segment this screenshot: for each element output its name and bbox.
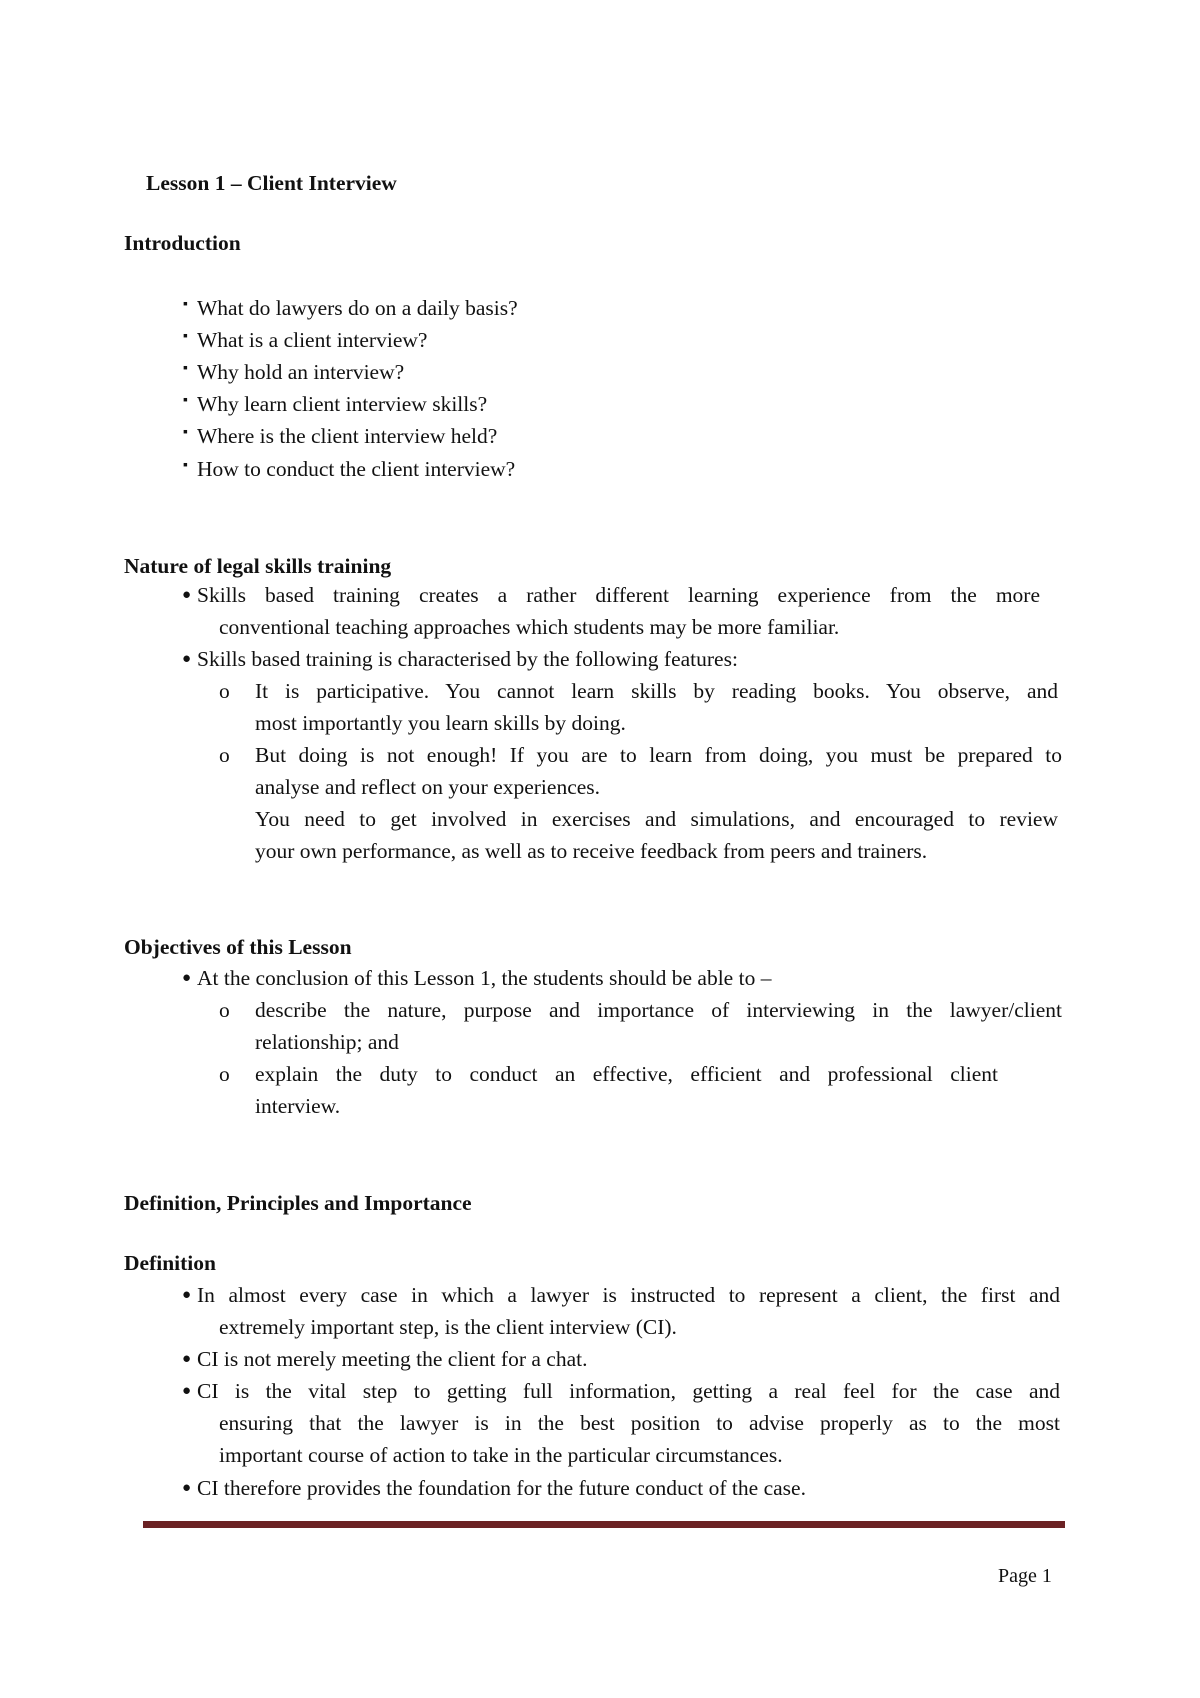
definition-bullet-2: CI is not merely meeting the client for a chat. — [197, 1347, 588, 1371]
sub-bullet-icon: o — [219, 743, 230, 767]
square-bullet-icon: ▪ — [183, 458, 188, 473]
objectives-sub-2-cont: interview. — [255, 1094, 341, 1118]
definition-bullet-3-cont: important course of action to take in the particular circumstances. — [219, 1443, 783, 1467]
definition-bullet-4: CI therefore provides the foundation for the future conduct of the case. — [197, 1476, 806, 1500]
square-bullet-icon: ▪ — [183, 361, 188, 376]
round-bullet-icon: ● — [182, 651, 192, 667]
lesson-title: Lesson 1 – Client Interview — [146, 171, 397, 195]
sub-bullet-icon: o — [219, 998, 230, 1022]
intro-item: What is a client interview? — [197, 328, 428, 352]
round-bullet-icon: ● — [182, 587, 192, 603]
objectives-heading: Objectives of this Lesson — [124, 935, 352, 959]
definition-heading: Definition — [124, 1251, 216, 1275]
square-bullet-icon: ▪ — [183, 297, 188, 312]
square-bullet-icon: ▪ — [183, 393, 188, 408]
intro-item: Where is the client interview held? — [197, 424, 498, 448]
intro-item: What do lawyers do on a daily basis? — [197, 296, 518, 320]
intro-item: Why learn client interview skills? — [197, 392, 488, 416]
nature-bullet-1: Skills based training creates a rather different learning experience from the more — [197, 583, 1040, 607]
nature-sub-2-cont: analyse and reflect on your experiences. — [255, 775, 601, 799]
nature-sub-2-cont: You need to get involved in exercises and simulations, and encouraged to review — [255, 807, 1058, 831]
intro-heading: Introduction — [124, 231, 241, 255]
round-bullet-icon: ● — [182, 1351, 192, 1367]
square-bullet-icon: ▪ — [183, 425, 188, 440]
nature-bullet-2: Skills based training is characterised by the following features: — [197, 647, 738, 671]
sub-bullet-icon: o — [219, 1062, 230, 1086]
page-number: Page 1 — [998, 1565, 1052, 1587]
definition-bullet-1: In almost every case in which a lawyer is instructed to represent a client, the first and — [197, 1283, 1060, 1307]
definition-bullet-3: CI is the vital step to getting full information, getting a real feel for the case and — [197, 1379, 1060, 1403]
nature-sub-1: It is participative. You cannot learn skills by reading books. You observe, and — [255, 679, 1058, 703]
nature-sub-2: But doing is not enough! If you are to learn from doing, you must be prepared to — [255, 743, 1062, 767]
footer-rule — [143, 1521, 1065, 1528]
round-bullet-icon: ● — [182, 970, 192, 986]
nature-bullet-1-cont: conventional teaching approaches which students may be more familiar. — [219, 615, 840, 639]
square-bullet-icon: ▪ — [183, 329, 188, 344]
intro-item: Why hold an interview? — [197, 360, 405, 384]
objectives-sub-1: describe the nature, purpose and importance of interviewing in the lawyer/client — [255, 998, 1062, 1022]
definition-bullet-3-cont: ensuring that the lawyer is in the best position to advise properly as to the most — [219, 1411, 1060, 1435]
sub-bullet-icon: o — [219, 679, 230, 703]
intro-item: How to conduct the client interview? — [197, 457, 516, 481]
objectives-sub-1-cont: relationship; and — [255, 1030, 399, 1054]
nature-sub-2-cont: your own performance, as well as to receive feedback from peers and trainers. — [255, 839, 928, 863]
objectives-bullet-1: At the conclusion of this Lesson 1, the students should be able to – — [197, 966, 772, 990]
nature-sub-1-cont: most importantly you learn skills by doing. — [255, 711, 626, 735]
round-bullet-icon: ● — [182, 1480, 192, 1496]
nature-heading: Nature of legal skills training — [124, 554, 392, 578]
objectives-sub-2: explain the duty to conduct an effective, efficient and professional client — [255, 1062, 998, 1086]
dpi-heading: Definition, Principles and Importance — [124, 1191, 472, 1215]
round-bullet-icon: ● — [182, 1287, 192, 1303]
round-bullet-icon: ● — [182, 1383, 192, 1399]
definition-bullet-1-cont: extremely important step, is the client interview (CI). — [219, 1315, 677, 1339]
